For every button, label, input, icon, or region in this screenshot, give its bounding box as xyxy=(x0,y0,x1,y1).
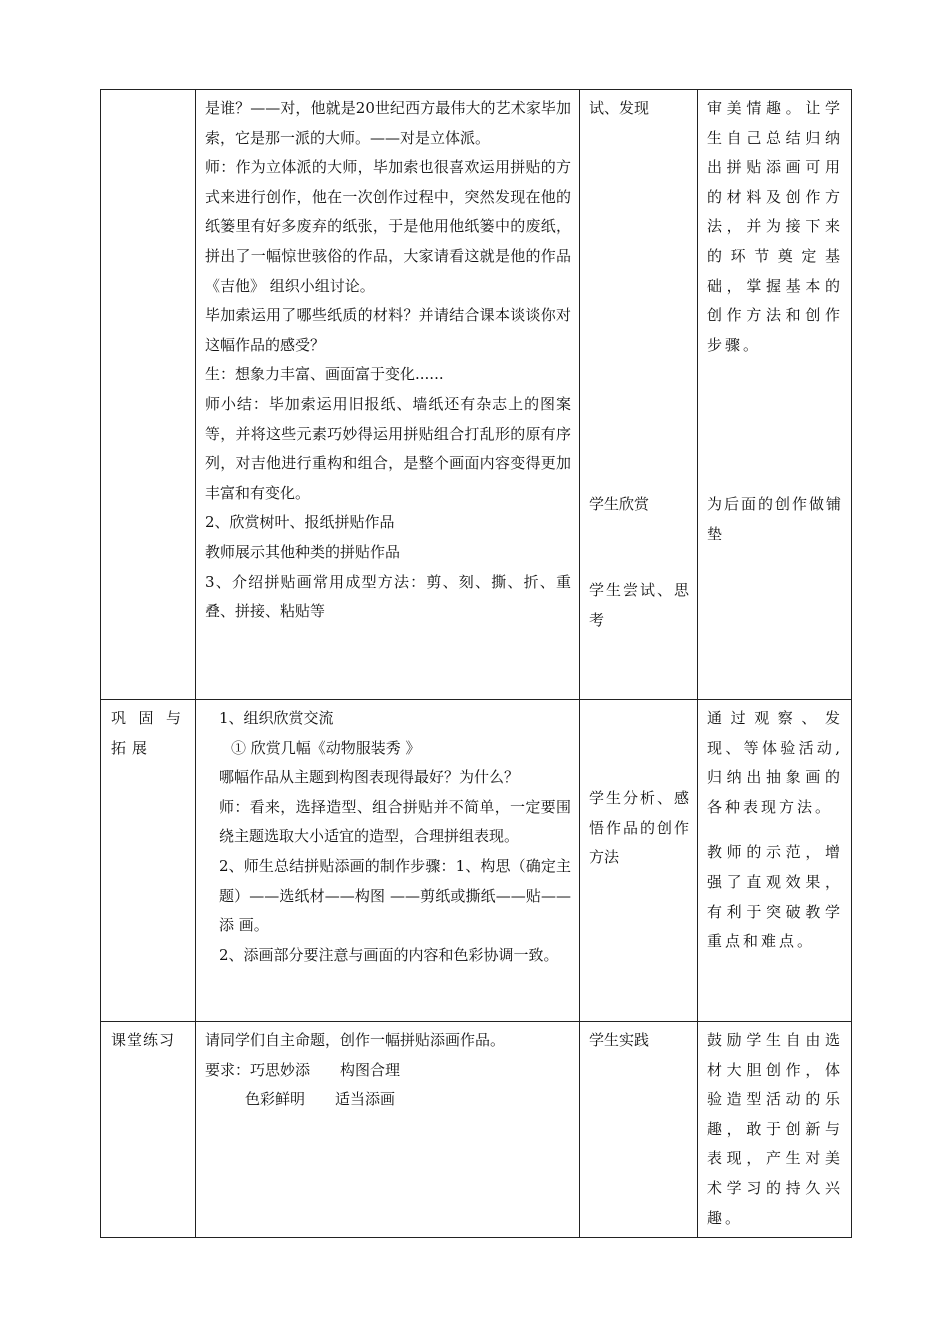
table-row xyxy=(101,90,852,700)
design-purpose-cell xyxy=(698,700,852,1022)
content-paragraph: ① 欣赏几幅《动物服装秀 》 xyxy=(231,738,421,757)
stage-cell xyxy=(101,700,196,1022)
content-paragraph: 生：想象力丰富、画面富于变化...... xyxy=(205,365,444,384)
content-paragraph: 毕加索运用了哪些纸质的材料？并请结合课本谈谈你对这幅作品的感受？ xyxy=(205,306,571,354)
student-activity-cell xyxy=(580,90,698,700)
design-purpose-cell xyxy=(698,1022,852,1238)
design-purpose-cell xyxy=(698,90,852,700)
table-row xyxy=(101,700,852,1022)
design-purpose-text: 教师的示范，增强了直观效果，有利于突破教学重点和难点。 xyxy=(707,843,843,951)
student-activity-text: 学生尝试、思考 xyxy=(589,581,689,629)
content-cell xyxy=(196,1022,580,1238)
stage-label xyxy=(101,90,195,98)
stage-label: 巩固与拓展 xyxy=(111,709,187,757)
content-paragraph: 师小结：毕加索运用旧报纸、墙纸还有杂志上的图案等，并将这些元素巧妙得运用拼贴组合打乱形的原有序列，对吉他进行重构和组合，是整个画面内容变得更加丰富和有变化。 xyxy=(205,394,571,502)
table-row xyxy=(101,1022,852,1238)
content-paragraph: 3、介绍拼贴画常用成型方法：剪、刻、撕、折、重叠、拼接、粘贴等 xyxy=(205,572,571,621)
lesson-plan-table xyxy=(100,89,852,1238)
content-paragraph: 2、师生总结拼贴添画的制作步骤：1、构思（确定主题）——选纸材——构图 ——剪纸或撕纸——贴——添 画。 xyxy=(219,856,571,935)
design-purpose-text: 为后面的创作做铺垫 xyxy=(707,495,844,543)
content-paragraph: 哪幅作品从主题到构图表现得最好？为什么？ xyxy=(219,768,520,787)
student-activity-text: 学生分析、感悟作品的创作方法 xyxy=(589,789,689,867)
content-paragraph: 2、添画部分要注意与画面的内容和色彩协调一致。 xyxy=(219,945,559,964)
student-activity-cell xyxy=(580,700,698,1022)
stage-cell xyxy=(101,1022,196,1238)
content-paragraph: 1、组织欣赏交流 xyxy=(219,709,334,727)
content-paragraph: 色彩鲜明 适当添画 xyxy=(245,1090,396,1109)
stage-label: 课堂练习 xyxy=(111,1031,176,1049)
student-activity-text: 学生实践 xyxy=(589,1031,650,1049)
content-cell xyxy=(196,700,580,1022)
design-purpose-text: 审美情趣。让学生自己总结归纳出拼贴添画可用的材料及创作方法，并为接下来的环节奠定基础，掌握基本的创作方法和创作步骤。 xyxy=(707,99,843,354)
design-purpose-text: 鼓励学生自由选材大胆创作，体验造型活动的乐趣，敢于创新与表现，产生对美术学习的持久兴趣。 xyxy=(707,1031,843,1227)
student-activity-cell xyxy=(580,1022,698,1238)
student-activity-text: 学生欣赏 xyxy=(589,495,650,513)
content-paragraph: 要求：巧思妙添 构图合理 xyxy=(205,1060,401,1079)
design-purpose-text: 通过观察、发现、等体验活动,归纳出抽象画的各种表现方法。 xyxy=(707,709,843,816)
student-activity-text: 试、发现 xyxy=(589,99,650,117)
content-paragraph: 请同学们自主命题，创作一幅拼贴添画作品。 xyxy=(205,1031,506,1049)
stage-cell xyxy=(101,90,196,700)
content-paragraph: 师：看来，选择造型、组合拼贴并不简单，一定要围绕主题选取大小适宜的造型，合理拼组表现。 xyxy=(219,797,571,846)
content-paragraph: 2、欣赏树叶、报纸拼贴作品 xyxy=(205,513,395,532)
content-cell xyxy=(196,90,580,700)
content-paragraph: 师：作为立体派的大师，毕加索也很喜欢运用拼贴的方式来进行创作，他在一次创作过程中，突然发现在他的纸篓里有好多废弃的纸张，于是他用他纸篓中的废纸，拼出了一幅惊世骇俗的作品，大家请看这就是他的作品《吉他》 组织小组讨论。 xyxy=(205,158,571,295)
content-paragraph: 教师展示其他种类的拼贴作品 xyxy=(205,542,401,561)
content-paragraph: 是谁？——对，他就是20世纪西方最伟大的艺术家毕加索，它是那一派的大师。——对是立体派。 xyxy=(205,99,571,147)
